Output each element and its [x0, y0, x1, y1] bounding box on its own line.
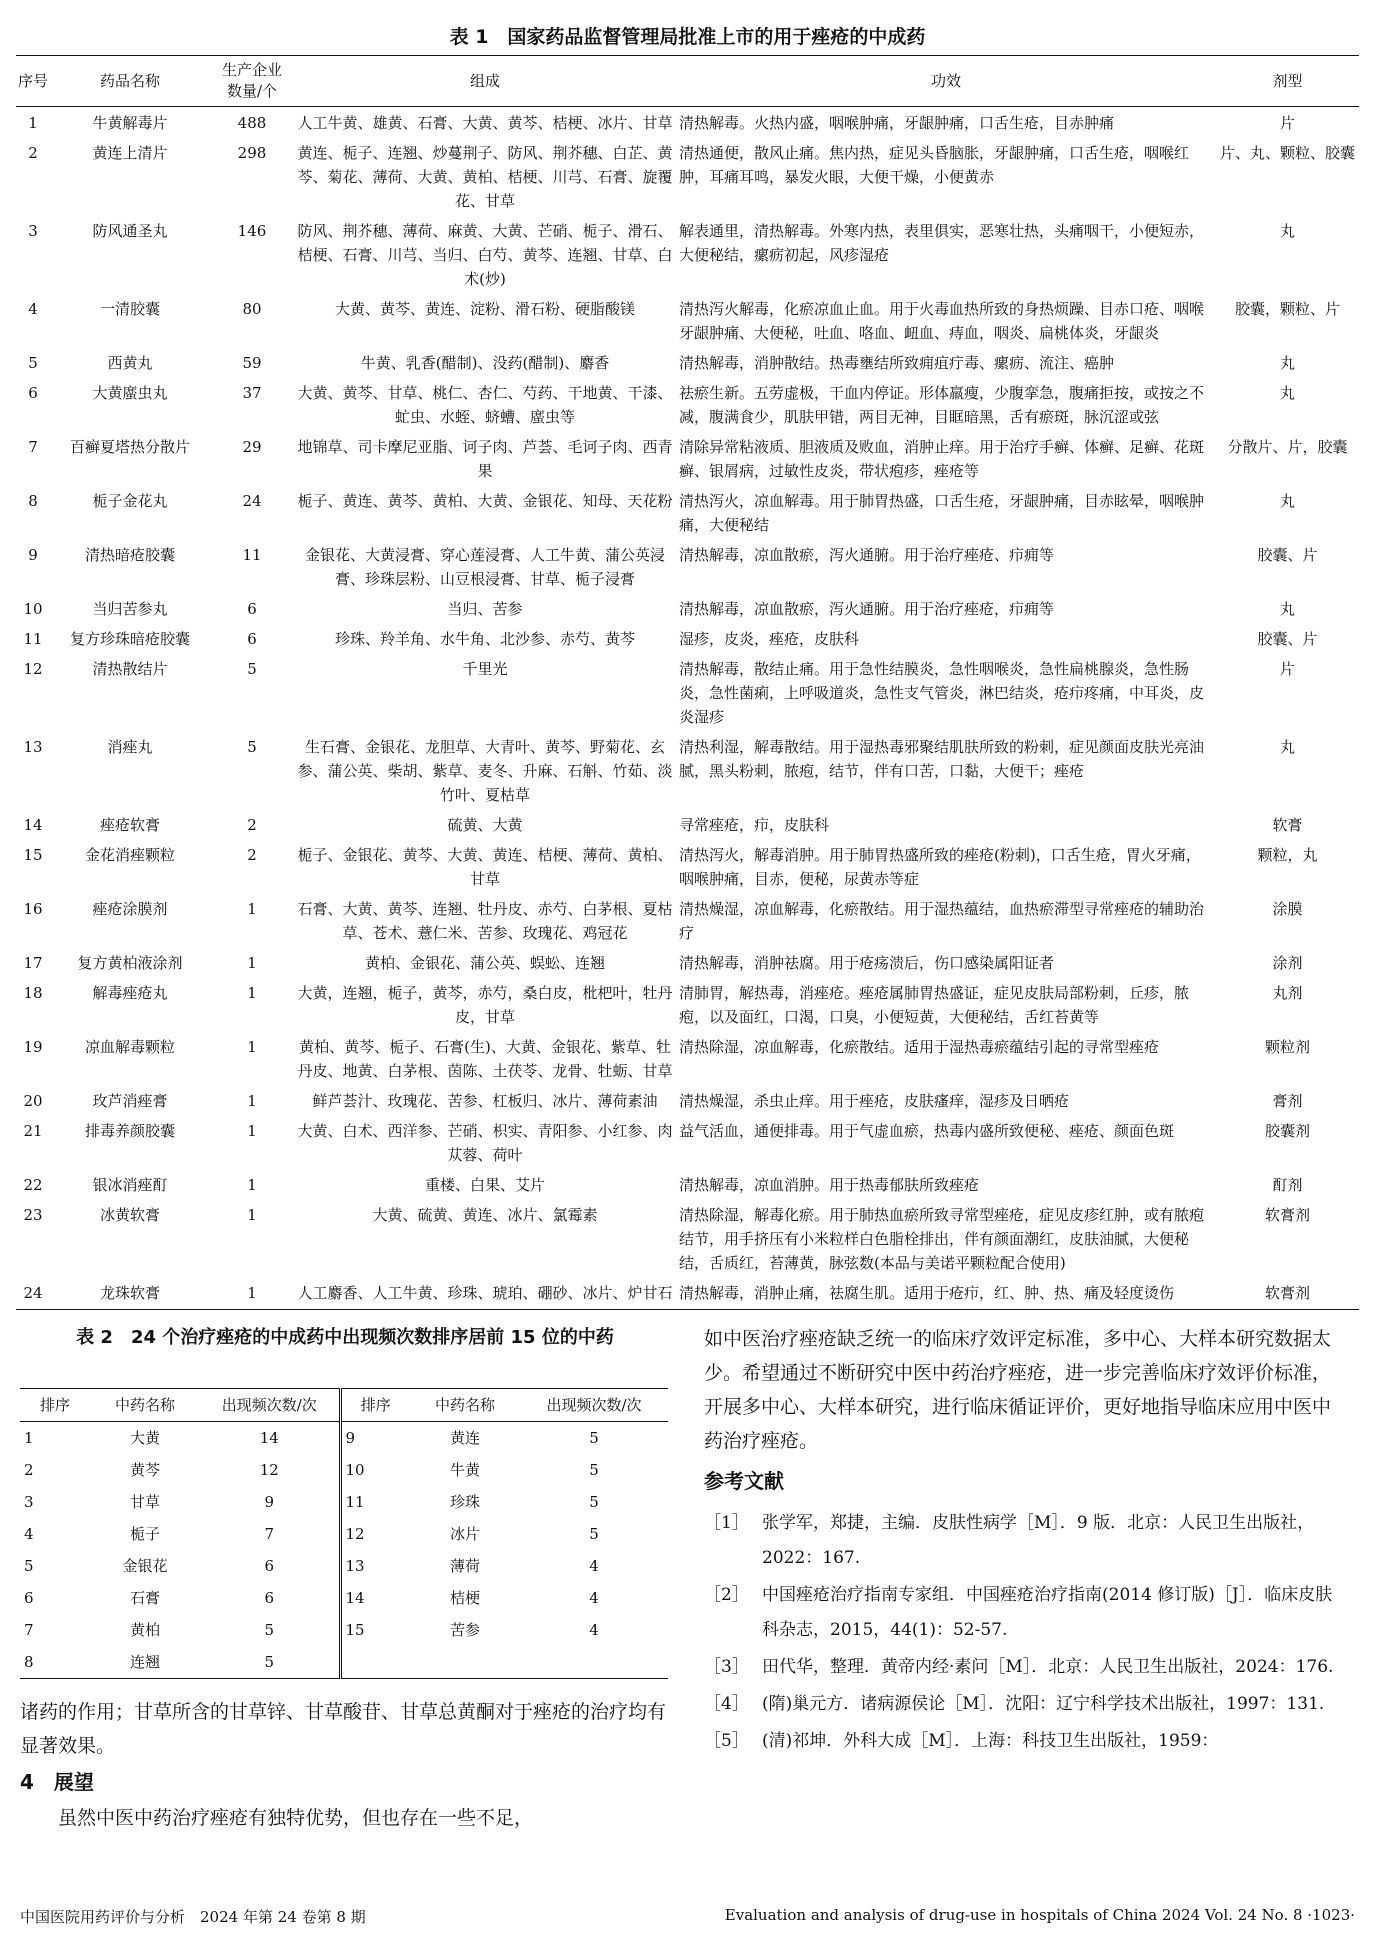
- table-row: [16, 485, 1359, 539]
- reference-text: 张学军，郑捷，主编．皮肤性病学［M］．9 版．北京：人民卫生出版社，2022：167.: [762, 1513, 1315, 1568]
- table-row: [16, 107, 1359, 138]
- cell-efficacy: 清除异常粘液质、胆液质及败血，消肿止痒。用于治疗手癣、体癣、足癣、花斑癣、银屑病，过敏性皮炎，带状疱疹，痤疮等: [679, 438, 1205, 480]
- cell-rank: 6: [24, 1589, 34, 1607]
- cell-rank: 14: [340, 1582, 410, 1614]
- cell-composition: 大黄、黄芩、黄连、淀粉、滑石粉、硬脂酸镁: [334, 300, 635, 318]
- cell-herb-name: 薄荷: [449, 1557, 480, 1575]
- cell-frequency: 5: [200, 1646, 340, 1679]
- cell-dosage-form: 颗粒，丸: [1257, 846, 1318, 864]
- cell-manufacturers: 11: [242, 546, 262, 564]
- cell-manufacturers: 6: [247, 630, 257, 648]
- table2-header-row: [20, 1389, 668, 1422]
- cell-index: 20: [23, 1092, 43, 1110]
- table2-header-cell: 排序: [20, 1389, 90, 1422]
- cell-dosage-form: 膏剂: [1272, 1092, 1303, 1110]
- table2-title: 表 2 24 个治疗痤疮的中成药中出现频次数排序居前 15 位的中药: [76, 1327, 614, 1348]
- table1-header-cell: 药品名称: [50, 56, 210, 107]
- cell-efficacy: 益气活血，通便排毒。用于气虚血瘀，热毒内盛所致便秘、痤疮、颜面色斑: [679, 1122, 1175, 1140]
- footer-journal-cn: 中国医院用药评价与分析 2024 年第 24 卷第 8 期: [20, 1908, 366, 1926]
- cell-efficacy: 寻常痤疮，疖，皮肤科: [679, 816, 830, 834]
- cell-index: 23: [23, 1206, 43, 1224]
- body-paragraph: 诸药的作用；甘草所含的甘草锌、甘草酸苷、甘草总黄酮对于痤疮的治疗均有显著效果。: [20, 1701, 667, 1757]
- cell-drug-name: 当归苦参丸: [92, 600, 168, 618]
- cell-dosage-form: 涂膜: [1272, 900, 1303, 918]
- cell-index: 17: [23, 954, 43, 972]
- cell-manufacturers: 1: [247, 954, 257, 972]
- cell-herb-name: 连翘: [90, 1646, 200, 1679]
- cell-dosage-form: 酊剂: [1272, 1176, 1303, 1194]
- cell-efficacy: 清肺胃，解热毒，消痤疮。痤疮属肺胃热盛证，症见皮肤局部粉刺，丘疹，脓疱，以及面红，口渴，口臭，小便短黄，大便秘结，舌红苔黄等: [679, 984, 1190, 1026]
- cell-herb-name: 栀子: [129, 1525, 160, 1543]
- cell-index: 15: [23, 846, 43, 864]
- cell-manufacturers: 5: [247, 738, 257, 756]
- table-row: [16, 347, 1359, 377]
- cell-efficacy: 清热燥湿，凉血解毒，化瘀散结。用于湿热蕴结，血热瘀滞型寻常痤疮的辅助治疗: [679, 900, 1205, 942]
- reference-text: 中国痤疮治疗指南专家组．中国痤疮治疗指南(2014 修订版)［J］．临床皮肤科杂志，2015，44(1)：52-57.: [762, 1585, 1333, 1640]
- table-row: [16, 215, 1359, 293]
- cell-composition: 千里光: [462, 660, 508, 678]
- cell-index: 7: [28, 438, 38, 456]
- cell-dosage-form: 分散片、片，胶囊: [1227, 438, 1348, 456]
- table-row: [16, 293, 1359, 347]
- cell-herb-name: 黄连: [449, 1429, 480, 1447]
- cell-efficacy: 清热除湿，凉血解毒，化瘀散结。适用于湿热毒瘀蕴结引起的寻常型痤疮: [679, 1038, 1160, 1056]
- cell-manufacturers: 1: [210, 1277, 294, 1310]
- cell-index: 16: [23, 900, 43, 918]
- cell-composition: 当归、苦参: [447, 600, 523, 618]
- table1-body: [16, 107, 1359, 1310]
- cell-rank: 11: [340, 1486, 410, 1518]
- cell-herb-name: 苦参: [449, 1621, 480, 1639]
- cell-herb-name: 金银花: [122, 1557, 168, 1575]
- cell-dosage-form: 胶囊、片: [1257, 546, 1318, 564]
- cell-composition: 大黄，连翘，栀子，黄芩，赤芍，桑白皮，枇杷叶，牡丹皮，甘草: [297, 984, 673, 1026]
- table1-header-cell: [210, 56, 294, 107]
- cell-index: 2: [28, 144, 38, 162]
- cell-dosage-form: 软膏剂: [1264, 1206, 1310, 1224]
- table2-header-cell: 中药名称: [90, 1389, 200, 1422]
- cell-efficacy: 清热解毒。火热内盛，咽喉肿痛，牙龈肿痛，口舌生疮，目赤肿痛: [679, 114, 1115, 132]
- cell-dosage-form: 胶囊剂: [1264, 1122, 1310, 1140]
- cell-index: 3: [28, 222, 38, 240]
- table-row: [16, 947, 1359, 977]
- cell-rank: 3: [24, 1493, 34, 1511]
- cell-composition: 生石膏、金银花、龙胆草、大青叶、黄芩、野菊花、玄参、蒲公英、柴胡、紫草、麦冬、升麻、石斛、竹茹、淡竹叶、夏枯草: [297, 738, 673, 804]
- table1-title: 表 1 国家药品监督管理局批准上市的用于痤疮的中成药: [449, 26, 926, 48]
- cell-dosage-form: 软膏剂: [1216, 1277, 1359, 1310]
- cell-index: 24: [16, 1277, 50, 1310]
- cell-dosage-form: 片、丸、颗粒、胶囊: [1219, 144, 1355, 162]
- reference-item: [704, 1650, 1344, 1685]
- cell-manufacturers: 1: [247, 1092, 257, 1110]
- cell-frequency: 5: [589, 1429, 599, 1447]
- table1-header-cell: 剂型: [1216, 56, 1359, 107]
- cell-frequency: 6: [264, 1557, 275, 1575]
- cell-frequency: 4: [589, 1621, 599, 1639]
- cell-composition: 牛黄、乳香(醋制)、没药(醋制)、麝香: [360, 354, 610, 372]
- table-row: [16, 377, 1359, 431]
- table1-header-cell: 功效: [676, 56, 1216, 107]
- header-manufacturers: 生产企业 数量/个: [221, 61, 282, 100]
- cell-drug-name: 西黄丸: [107, 354, 153, 372]
- cell-frequency: [520, 1646, 668, 1679]
- reference-text: (清)祁坤．外科大成［M］．上海：科技卫生出版社，1959：: [762, 1731, 1219, 1751]
- cell-rank: 1: [24, 1429, 34, 1447]
- cell-frequency: 14: [259, 1429, 279, 1447]
- reference-number: ［1］: [704, 1513, 749, 1533]
- cell-drug-name: 金花消痤颗粒: [84, 846, 175, 864]
- cell-dosage-form: 片: [1279, 114, 1295, 132]
- cell-efficacy: 清热泻火，凉血解毒。用于肺胃热盛，口舌生疮，牙龈肿痛，目赤眩晕，咽喉肿痛，大便秘结: [679, 492, 1205, 534]
- cell-efficacy: 清热解毒，凉血散瘀，泻火通腑。用于治疗痤疮、疖痈等: [679, 546, 1055, 564]
- table1-header-cell: 序号: [16, 56, 50, 107]
- cell-composition: 大黄、白术、西洋参、芒硝、枳实、青阳参、小红参、肉苁蓉、荷叶: [297, 1122, 673, 1164]
- cell-efficacy: 清热解毒，凉血散瘀，泻火通腑。用于治疗痤疮，疖痈等: [679, 600, 1055, 618]
- cell-herb-name: 甘草: [129, 1493, 160, 1511]
- table-row: [16, 431, 1359, 485]
- cell-drug-name: 一清胶囊: [99, 300, 160, 318]
- section-heading: 4 展望: [20, 1770, 94, 1794]
- cell-herb-name: [410, 1646, 520, 1679]
- cell-herb-name: 石膏: [129, 1589, 160, 1607]
- right-column-text: [704, 1322, 1344, 1761]
- cell-manufacturers: 1: [247, 984, 257, 1002]
- cell-manufacturers: 2: [247, 846, 257, 864]
- cell-composition: 珍珠、羚羊角、水牛角、北沙参、赤芍、黄芩: [334, 630, 635, 648]
- cell-rank: 5: [24, 1557, 34, 1575]
- cell-herb-name: 牛黄: [449, 1461, 480, 1479]
- cell-frequency: 6: [264, 1589, 275, 1607]
- cell-rank: 10: [340, 1454, 410, 1486]
- cell-herb-name: 大黄: [129, 1429, 160, 1447]
- cell-index: 22: [23, 1176, 43, 1194]
- table-row: [16, 893, 1359, 947]
- body-paragraph: 虽然中医中药治疗痤疮有独特优势，但也存在一些不足，: [58, 1807, 534, 1829]
- cell-frequency: 5: [589, 1493, 599, 1511]
- cell-drug-name: 大黄䗪虫丸: [92, 384, 168, 402]
- cell-drug-name: 复方黄柏液涂剂: [77, 954, 183, 972]
- table-row: [16, 539, 1359, 593]
- cell-dosage-form: 胶囊、片: [1257, 630, 1318, 648]
- cell-efficacy: 清热解毒，凉血消肿。用于热毒郁肤所致痤疮: [679, 1176, 980, 1194]
- reference-item: [704, 1687, 1344, 1722]
- cell-manufacturers: 5: [247, 660, 257, 678]
- cell-composition: 硫黄、大黄: [447, 816, 523, 834]
- table1-header-row: [16, 56, 1359, 107]
- cell-drug-name: 痤疮软膏: [99, 816, 160, 834]
- cell-composition: 大黄、黄芩、甘草、桃仁、杏仁、芍药、干地黄、干漆、虻虫、水蛭、蛴螬、䗪虫等: [297, 384, 673, 426]
- table-row: [20, 1486, 668, 1518]
- cell-composition: 地锦草、司卡摩尼亚脂、诃子肉、芦荟、毛诃子肉、西青果: [297, 438, 673, 480]
- cell-frequency: 9: [264, 1493, 275, 1511]
- cell-index: 10: [23, 600, 43, 618]
- cell-efficacy: 清热解毒，消肿祛腐。用于疮疡溃后，伤口感染属阳证者: [679, 954, 1055, 972]
- references-heading: 参考文献: [704, 1469, 784, 1493]
- table-row: [16, 653, 1359, 731]
- table-row: [16, 809, 1359, 839]
- cell-composition: 黄柏、黄芩、栀子、石膏(生)、大黄、金银花、紫草、牡丹皮、地黄、白茅根、茵陈、土茯苓、龙骨、牡蛎、甘草: [297, 1038, 673, 1080]
- cell-herb-name: 黄柏: [129, 1621, 160, 1639]
- cell-frequency: 4: [589, 1557, 599, 1575]
- cell-frequency: 5: [589, 1461, 599, 1479]
- cell-composition: 人工麝香、人工牛黄、珍珠、琥珀、硼砂、冰片、炉甘石: [294, 1277, 676, 1310]
- cell-drug-name: 龙珠软膏: [50, 1277, 210, 1310]
- cell-rank: 7: [24, 1621, 34, 1639]
- table-row: [20, 1422, 668, 1455]
- cell-drug-name: 清热暗疮胶囊: [84, 546, 175, 564]
- left-column-text: [20, 1695, 670, 1835]
- cell-drug-name: 防风通圣丸: [92, 222, 168, 240]
- table2-body: [20, 1422, 668, 1679]
- cell-composition: 栀子、金银花、黄芩、大黄、黄连、桔梗、薄荷、黄柏、甘草: [297, 846, 673, 888]
- body-paragraph: 如中医治疗痤疮缺乏统一的临床疗效评定标准，多中心、大样本研究数据太少。希望通过不断研究中医中药治疗痤疮，进一步完善临床疗效评价标准，开展多中心、大样本研究，进行临床循证评价，更好地指导临床应用中医中药治疗痤疮。: [704, 1328, 1332, 1452]
- reference-number: ［4］: [704, 1694, 749, 1714]
- cell-efficacy: 清热解毒，消肿散结。热毒壅结所致痈疽疔毒、瘰疬、流注、癌肿: [679, 354, 1115, 372]
- table-row: [16, 1115, 1359, 1169]
- cell-index: 21: [23, 1122, 43, 1140]
- cell-index: 14: [23, 816, 43, 834]
- cell-manufacturers: 1: [247, 1206, 257, 1224]
- cell-dosage-form: 丸: [1279, 600, 1295, 618]
- cell-herb-name: 冰片: [449, 1525, 480, 1543]
- cell-efficacy: 清热通便，散风止痛。焦内热，症见头昏脑胀，牙龈肿痛，口舌生疮，咽喉红肿，耳痛耳鸣，暴发火眼，大便干燥，小便黄赤: [679, 144, 1190, 186]
- reference-item: [704, 1724, 1344, 1759]
- cell-drug-name: 凉血解毒颗粒: [84, 1038, 175, 1056]
- cell-drug-name: 冰黄软膏: [99, 1206, 160, 1224]
- cell-frequency: 5: [264, 1621, 275, 1639]
- reference-list: [704, 1506, 1344, 1759]
- cell-index: 9: [28, 546, 38, 564]
- cell-composition: 重楼、白果、艾片: [424, 1176, 545, 1194]
- table-row: [16, 977, 1359, 1031]
- cell-efficacy: 清热利湿，解毒散结。用于湿热毒邪聚结肌肤所致的粉刺，症见颜面皮肤光亮油腻，黑头粉刺，脓疱，结节，伴有口苦，口黏，大便干；痤疮: [679, 738, 1205, 780]
- cell-index: 6: [28, 384, 38, 402]
- cell-composition: 黄柏、金银花、蒲公英、蜈蚣、连翘: [364, 954, 605, 972]
- table-row: [16, 839, 1359, 893]
- cell-index: 8: [28, 492, 38, 510]
- cell-manufacturers: 80: [242, 300, 262, 318]
- cell-dosage-form: 涂剂: [1272, 954, 1303, 972]
- cell-frequency: 4: [589, 1589, 599, 1607]
- cell-dosage-form: 丸: [1279, 384, 1295, 402]
- footer-journal-en: Evaluation and analysis of drug-use in hospitals of China 2024 Vol. 24 No. 8 ·1023·: [724, 1906, 1355, 1924]
- cell-composition: 黄连、栀子、连翘、炒蔓荆子、防风、荆芥穗、白芷、黄芩、菊花、薄荷、大黄、黄柏、桔梗、川芎、石膏、旋覆花、甘草: [297, 144, 673, 210]
- cell-herb-name: 桔梗: [449, 1589, 480, 1607]
- cell-drug-name: 百癣夏塔热分散片: [69, 438, 190, 456]
- cell-manufacturers: 37: [242, 384, 262, 402]
- cell-manufacturers: 146: [237, 222, 267, 240]
- cell-drug-name: 清热散结片: [92, 660, 168, 678]
- cell-efficacy: 解表通里，清热解毒。外寒内热，表里俱实，恶寒壮热，头痛咽干，小便短赤，大便秘结，瘰疬初起，风疹湿疮: [679, 222, 1205, 264]
- cell-dosage-form: 丸: [1279, 354, 1295, 372]
- cell-drug-name: 黄连上清片: [92, 144, 168, 162]
- cell-rank: 13: [340, 1550, 410, 1582]
- reference-item: [704, 1578, 1344, 1648]
- cell-composition: 栀子、黄连、黄芩、黄柏、大黄、金银花、知母、天花粉: [297, 492, 673, 510]
- table-row: [16, 1031, 1359, 1085]
- table2-header-cell: 排序: [340, 1389, 410, 1422]
- cell-manufacturers: 488: [237, 114, 267, 132]
- cell-manufacturers: 1: [247, 1176, 257, 1194]
- table-row: [16, 1277, 1359, 1310]
- cell-rank: [340, 1646, 410, 1679]
- table1: [16, 55, 1359, 1310]
- table-row: [16, 623, 1359, 653]
- cell-composition: 石膏、大黄、黄芩、连翘、牡丹皮、赤芍、白茅根、夏枯草、苍术、薏仁米、苦参、玫瑰花、鸡冠花: [297, 900, 673, 942]
- cell-efficacy: 清热泻火解毒，化瘀凉血止血。用于火毒血热所致的身热烦躁、目赤口疮、咽喉牙龈肿痛、大便秘，吐血、咯血、衄血、痔血，咽炎、扁桃体炎，牙龈炎: [679, 300, 1205, 342]
- reference-text: 田代华，整理．黄帝内经·素问［M］．北京：人民卫生出版社，2024：176.: [762, 1657, 1334, 1677]
- cell-efficacy: 清热燥湿，杀虫止痒。用于痤疮，皮肤瘙痒，湿疹及日晒疮: [679, 1092, 1070, 1110]
- cell-rank: 15: [340, 1614, 410, 1646]
- cell-efficacy: 清热泻火，解毒消肿。用于肺胃热盛所致的痤疮(粉刺)，口舌生疮，胃火牙痛，咽喉肿痛，目赤，便秘，尿黄赤等症: [679, 846, 1201, 888]
- cell-manufacturers: 1: [247, 900, 257, 918]
- cell-rank: 8: [20, 1646, 90, 1679]
- cell-index: 4: [28, 300, 38, 318]
- cell-drug-name: 解毒痤疮丸: [92, 984, 168, 1002]
- cell-frequency: 7: [264, 1525, 275, 1543]
- reference-number: ［3］: [704, 1657, 749, 1677]
- table2: [20, 1388, 668, 1679]
- cell-dosage-form: 片: [1279, 660, 1295, 678]
- cell-composition: 金银花、大黄浸膏、穿心莲浸膏、人工牛黄、蒲公英浸膏、珍珠层粉、山豆根浸膏、甘草、栀子浸膏: [304, 546, 665, 588]
- cell-dosage-form: 胶囊，颗粒、片: [1234, 300, 1340, 318]
- cell-efficacy: 湿疹，皮炎，痤疮，皮肤科: [679, 630, 860, 648]
- cell-dosage-form: 丸: [1279, 222, 1295, 240]
- cell-index: 11: [23, 630, 43, 648]
- table-row: [16, 1199, 1359, 1277]
- cell-index: 12: [23, 660, 43, 678]
- table2-header-cell: 出现频次数/次: [200, 1389, 340, 1422]
- cell-drug-name: 复方珍珠暗疮胶囊: [69, 630, 190, 648]
- cell-drug-name: 牛黄解毒片: [92, 114, 168, 132]
- cell-index: 5: [28, 354, 38, 372]
- table-row: [20, 1518, 668, 1550]
- cell-dosage-form: 软膏: [1272, 816, 1303, 834]
- cell-index: 1: [28, 114, 38, 132]
- table-row: [20, 1454, 668, 1486]
- table-row: [16, 1169, 1359, 1199]
- cell-dosage-form: 丸剂: [1272, 984, 1303, 1002]
- reference-item: [704, 1506, 1344, 1576]
- cell-drug-name: 排毒养颜胶囊: [84, 1122, 175, 1140]
- cell-composition: 鲜芦荟汁、玫瑰花、苦参、杠板归、冰片、薄荷素油: [312, 1092, 658, 1110]
- table-row: [20, 1646, 668, 1679]
- cell-drug-name: 消痤丸: [107, 738, 153, 756]
- cell-manufacturers: 24: [242, 492, 262, 510]
- table-row: [16, 137, 1359, 215]
- table2-header-cell: 出现频次数/次: [520, 1389, 668, 1422]
- cell-efficacy: 清热解毒，散结止痛。用于急性结膜炎，急性咽喉炎，急性扁桃腺炎，急性肠炎，急性菌痢，上呼吸道炎，急性支气管炎，淋巴结炎，疮疖疼痛，中耳炎，皮炎湿疹: [679, 660, 1205, 726]
- cell-frequency: 5: [589, 1525, 599, 1543]
- table-row: [16, 731, 1359, 809]
- reference-number: ［5］: [704, 1731, 749, 1751]
- cell-manufacturers: 29: [242, 438, 262, 456]
- cell-drug-name: 玫芦消痤膏: [92, 1092, 168, 1110]
- cell-rank: 12: [340, 1518, 410, 1550]
- cell-composition: 防风、荆芥穗、薄荷、麻黄、大黄、芒硝、栀子、滑石、桔梗、石膏、川芎、当归、白芍、黄芩、连翘、甘草、白术(炒): [297, 222, 673, 288]
- cell-rank: 2: [24, 1461, 34, 1479]
- cell-manufacturers: 1: [247, 1038, 257, 1056]
- cell-index: 18: [23, 984, 43, 1002]
- table-row: [16, 1085, 1359, 1115]
- cell-efficacy: 清热解毒，消肿止痛，祛腐生肌。适用于疮疖，红、肿、热、痛及轻度烫伤: [676, 1277, 1216, 1310]
- cell-efficacy: 清热除湿，解毒化瘀。用于肺热血瘀所致寻常型痤疮，症见皮疹红肿，或有脓疱结节，用手挤压有小米粒样白色脂栓排出，伴有颜面潮红，皮肤油腻，大便秘结，舌质红，苔薄黄，脉弦数(本品与美诺平颗粒配合使用): [679, 1206, 1205, 1272]
- cell-manufacturers: 2: [247, 816, 257, 834]
- cell-index: 19: [23, 1038, 43, 1056]
- reference-number: ［2］: [704, 1585, 749, 1605]
- cell-composition: 人工牛黄、雄黄、石膏、大黄、黄芩、桔梗、冰片、甘草: [297, 114, 673, 132]
- cell-dosage-form: 丸: [1279, 738, 1295, 756]
- table2-header-cell: 中药名称: [410, 1389, 520, 1422]
- cell-manufacturers: 1: [247, 1122, 257, 1140]
- cell-index: 13: [23, 738, 43, 756]
- cell-manufacturers: 298: [237, 144, 267, 162]
- cell-rank: 4: [24, 1525, 34, 1543]
- cell-herb-name: 珍珠: [449, 1493, 480, 1511]
- cell-rank: 9: [340, 1422, 410, 1455]
- cell-drug-name: 痤疮涂膜剂: [92, 900, 168, 918]
- table-row: [20, 1550, 668, 1582]
- cell-dosage-form: 丸: [1279, 492, 1295, 510]
- cell-dosage-form: 颗粒剂: [1264, 1038, 1310, 1056]
- cell-composition: 大黄、硫黄、黄连、冰片、氯霉素: [372, 1206, 598, 1224]
- cell-manufacturers: 6: [247, 600, 257, 618]
- table1-header-cell: 组成: [294, 56, 676, 107]
- cell-herb-name: 黄芩: [129, 1461, 160, 1479]
- table-row: [16, 593, 1359, 623]
- table-row: [20, 1614, 668, 1646]
- cell-efficacy: 祛瘀生新。五劳虚极，干血内停证。形体羸瘦，少腹挛急，腹痛拒按，或按之不减，腹满食少，肌肤甲错，两目无神，目眶暗黑，舌有瘀斑，脉沉涩或弦: [679, 384, 1205, 426]
- cell-frequency: 12: [259, 1461, 279, 1479]
- cell-manufacturers: 59: [242, 354, 262, 372]
- cell-drug-name: 栀子金花丸: [92, 492, 168, 510]
- reference-text: (隋)巢元方．诸病源侯论［M］．沈阳：辽宁科学技术出版社，1997：131.: [762, 1694, 1325, 1714]
- cell-drug-name: 银冰消痤酊: [92, 1176, 168, 1194]
- table-row: [20, 1582, 668, 1614]
